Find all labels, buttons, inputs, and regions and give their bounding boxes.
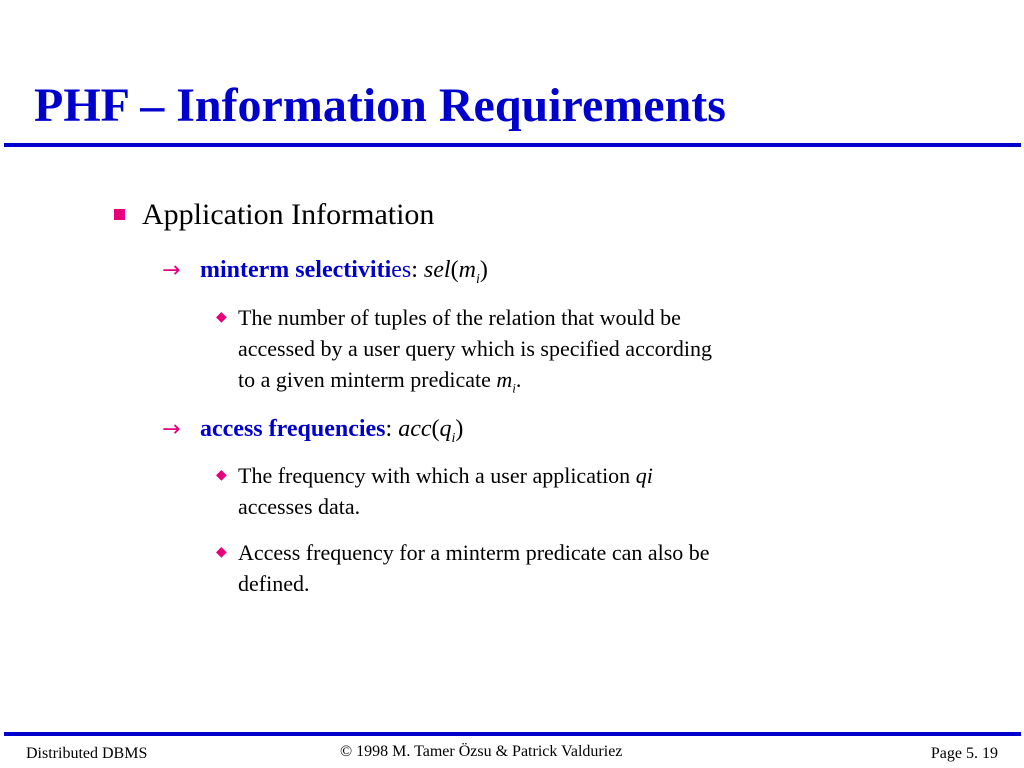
term-minterm-selectivities: minterm selectiviti: [200, 257, 392, 283]
function-arg-subscript: i: [451, 430, 456, 446]
detail-text: [238, 460, 896, 522]
detail-var-subscript: i: [512, 380, 516, 396]
term-suffix: es: [391, 257, 412, 283]
term-access-frequencies: access frequencies: [200, 416, 386, 442]
open-paren: (: [431, 416, 440, 442]
detail-line-2: defined.: [238, 571, 310, 596]
bullet-application-information: [114, 196, 434, 234]
square-bullet-icon: [114, 209, 125, 220]
diamond-bullet-icon: ◆: [216, 544, 227, 560]
function-name: acc: [398, 416, 432, 442]
detail-line-1: The number of tuples of the relation that would be: [238, 305, 681, 330]
function-arg: m: [458, 257, 476, 283]
slide-title: PHF – Information Requirements: [34, 79, 726, 132]
detail-var: qi: [635, 463, 653, 488]
detail-line-1: The frequency with which a user application: [238, 463, 636, 488]
detail-minterm-access-frequency: [216, 537, 896, 599]
detail-access-frequency: [216, 460, 896, 522]
function-arg-subscript: i: [475, 271, 480, 287]
diamond-bullet-icon: ◆: [216, 309, 227, 325]
subbullet-access-frequencies: [162, 414, 463, 454]
footer-page-number: Page 5. 19: [930, 745, 998, 762]
detail-line-3: to a given minterm predicate: [238, 367, 497, 392]
function-name: sel: [423, 257, 451, 283]
diamond-bullet-icon: ◆: [216, 467, 227, 483]
footer-copyright: © 1998 M. Tamer Özsu & Patrick Valduriez: [340, 743, 623, 760]
detail-line-2: accessed by a user query which is specified according: [238, 336, 713, 361]
term-colon: :: [385, 416, 393, 442]
detail-line-2: accesses data.: [238, 494, 361, 519]
footer-divider: [4, 732, 1021, 736]
arrow-bullet-icon: →: [162, 258, 181, 283]
term-colon: :: [411, 257, 418, 283]
detail-text: [238, 302, 896, 403]
bullet-label: Application Information: [142, 198, 435, 231]
subbullet-minterm-selectivities: [162, 255, 488, 295]
detail-minterm-selectivity: [216, 302, 896, 403]
detail-var: m: [496, 367, 513, 392]
footer-course: Distributed DBMS: [26, 745, 148, 762]
detail-text: [238, 537, 896, 599]
arrow-bullet-icon: →: [162, 417, 181, 442]
open-paren: (: [450, 257, 459, 283]
detail-line-1: Access frequency for a minterm predicate can also be: [238, 540, 710, 565]
close-paren: ): [479, 257, 488, 283]
close-paren: ): [455, 416, 464, 442]
detail-end: .: [515, 367, 522, 392]
function-arg: q: [439, 416, 452, 442]
title-divider: [4, 143, 1021, 147]
